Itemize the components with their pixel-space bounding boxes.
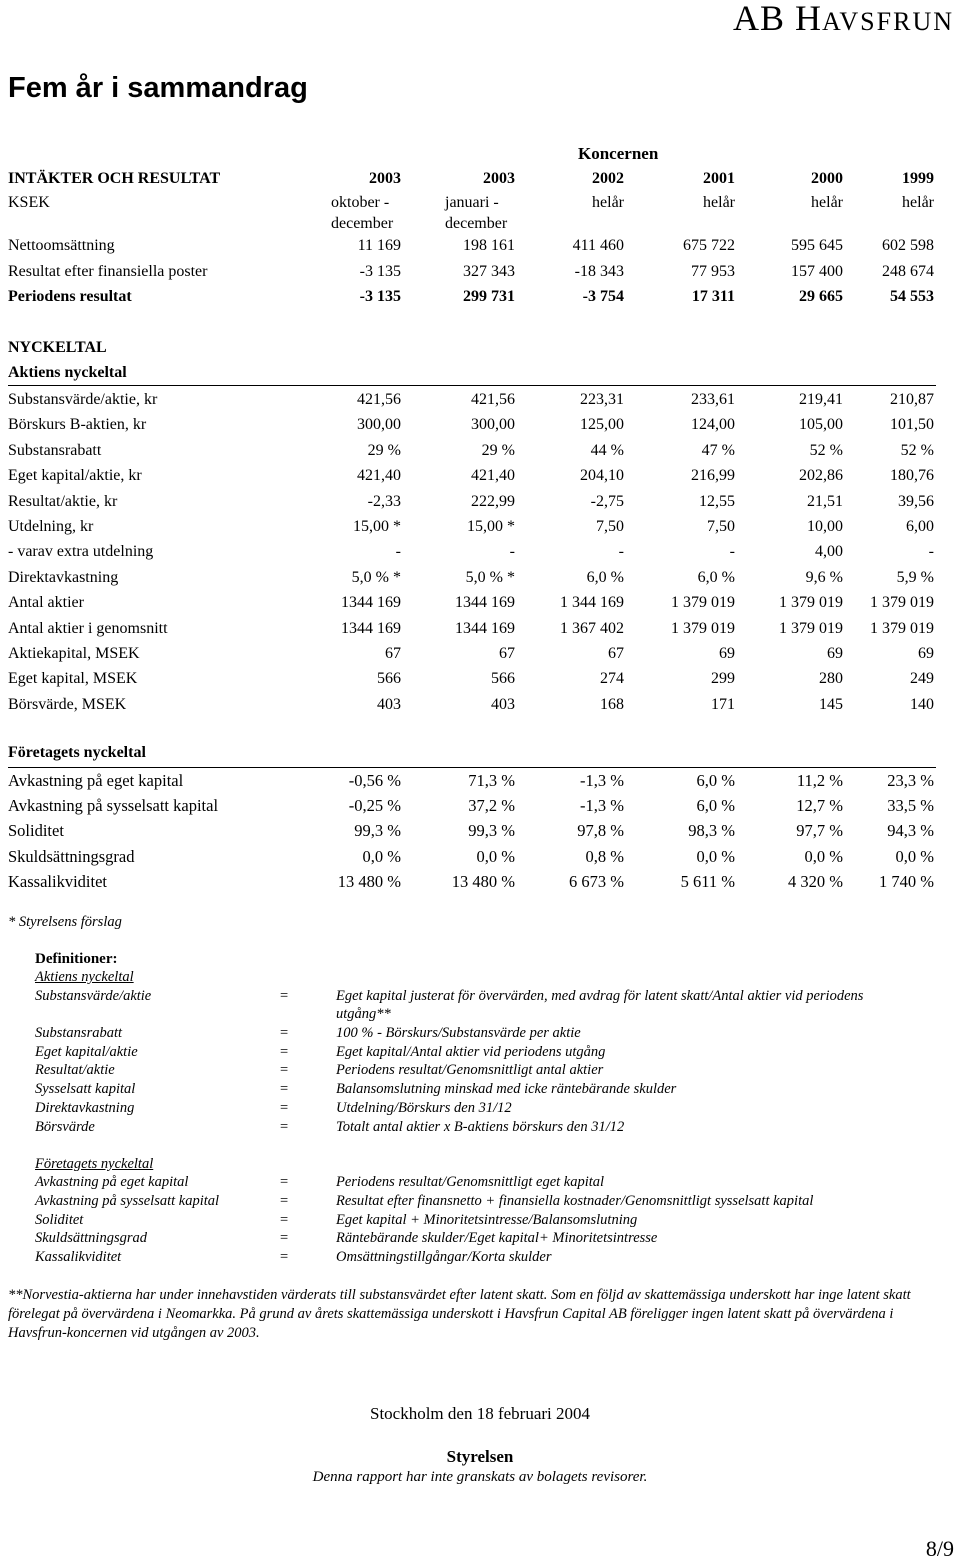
column-year: 1999 bbox=[902, 170, 934, 187]
definition-equals: = bbox=[280, 1118, 289, 1135]
row-value: 145 bbox=[819, 695, 843, 713]
row-value: 12,7 % bbox=[796, 796, 843, 816]
logo-rest: AVSFRUN bbox=[821, 7, 954, 36]
group-heading: Koncernen bbox=[578, 144, 659, 163]
row-label: - varav extra utdelning bbox=[8, 543, 154, 561]
definition-text-cont: utgång** bbox=[336, 1006, 391, 1022]
row-value: 1 379 019 bbox=[870, 619, 934, 637]
row-value: 5,0 % * bbox=[465, 568, 515, 586]
row-value: 105,00 bbox=[799, 416, 843, 434]
row-value: 6,0 % bbox=[696, 796, 735, 816]
definition-text: Omsättningstillgångar/Korta skulder bbox=[336, 1249, 552, 1266]
row-value: 168 bbox=[600, 695, 624, 713]
row-value: 421,40 bbox=[471, 467, 515, 485]
definition-term: Sysselsatt kapital bbox=[35, 1081, 136, 1098]
definition-text: Balansomslutning minskad med icke räntebärande skulder bbox=[336, 1081, 677, 1098]
row-value: 249 bbox=[910, 670, 934, 688]
row-label: Avkastning på eget kapital bbox=[8, 771, 184, 790]
row-value: 1 379 019 bbox=[779, 619, 843, 637]
row-value: 94,3 % bbox=[887, 821, 934, 841]
row-value: 69 bbox=[827, 645, 843, 662]
definition-equals: = bbox=[280, 988, 289, 1004]
definition-text: 100 % - Börskurs/Substansvärde per aktie bbox=[336, 1024, 581, 1041]
row-label: Resultat/aktie, kr bbox=[8, 492, 118, 510]
row-value: 6,00 bbox=[906, 518, 934, 535]
row-value: 71,3 % bbox=[468, 771, 515, 790]
row-label: Nettoomsättning bbox=[8, 237, 115, 254]
row-value: -1,3 % bbox=[580, 771, 624, 790]
row-value: 327 343 bbox=[463, 262, 515, 280]
row-value: 1344 169 bbox=[455, 619, 515, 637]
row-value: - bbox=[395, 543, 401, 561]
row-value: 11 169 bbox=[357, 237, 401, 254]
page-title: Fem år i sammandrag bbox=[8, 72, 308, 104]
page-number: 8/9 bbox=[925, 1536, 954, 1561]
row-value: -1,3 % bbox=[580, 796, 624, 816]
place-date: Stockholm den 18 februari 2004 bbox=[369, 1404, 590, 1423]
row-value: 52 % bbox=[900, 441, 934, 459]
row-value: 1 379 019 bbox=[779, 594, 843, 612]
keyfigures-heading: NYCKELTAL bbox=[8, 339, 107, 356]
row-value: -2,33 bbox=[367, 492, 401, 510]
row-value: 403 bbox=[491, 695, 515, 713]
row-value: 124,00 bbox=[691, 416, 735, 434]
row-value: 10,00 bbox=[807, 518, 843, 535]
row-value: 99,3 % bbox=[354, 821, 401, 841]
row-value: 566 bbox=[491, 670, 515, 688]
column-period: helår bbox=[592, 194, 624, 211]
row-value: 4 320 % bbox=[788, 871, 843, 891]
definition-equals: = bbox=[280, 1249, 289, 1266]
row-value: -0,25 % bbox=[348, 796, 401, 816]
row-label: Kassalikviditet bbox=[8, 871, 107, 891]
row-label: Börsvärde, MSEK bbox=[8, 695, 127, 713]
row-value: 1 379 019 bbox=[671, 619, 735, 637]
row-value: 299 bbox=[711, 670, 735, 688]
row-value: -3 754 bbox=[582, 288, 624, 305]
row-value: 52 % bbox=[809, 441, 843, 459]
row-label: Antal aktier i genomsnitt bbox=[8, 619, 168, 637]
row-value: 210,87 bbox=[890, 391, 934, 408]
audit-note: Denna rapport har inte granskats av bolagets revisorer. bbox=[312, 1469, 648, 1485]
definition-text: Eget kapital/Antal aktier vid periodens utgång bbox=[336, 1043, 606, 1060]
row-value: 1344 169 bbox=[341, 594, 401, 612]
definition-text: Eget kapital + Minoritetsintresse/Balansomslutning bbox=[336, 1211, 638, 1228]
row-value: 421,56 bbox=[357, 391, 401, 408]
logo-h: H bbox=[794, 0, 822, 38]
divider bbox=[8, 385, 936, 386]
definition-equals: = bbox=[280, 1081, 289, 1098]
definitions-heading: Definitioner: bbox=[35, 951, 118, 967]
row-label: Aktiekapital, MSEK bbox=[8, 645, 140, 662]
row-label: Periodens resultat bbox=[8, 288, 132, 305]
row-value: 7,50 bbox=[707, 518, 735, 535]
row-value: 5 611 % bbox=[680, 871, 735, 891]
row-value: 411 460 bbox=[572, 237, 624, 254]
row-value: - bbox=[928, 543, 934, 561]
row-value: 171 bbox=[711, 695, 735, 713]
share-keyfigures-heading: Aktiens nyckeltal bbox=[8, 364, 127, 381]
divider bbox=[8, 767, 936, 768]
row-value: 274 bbox=[600, 670, 624, 688]
column-period: oktober - bbox=[331, 194, 390, 211]
definition-text: Resultat efter finansnetto + finansiella kostnader/Genomsnittligt sysselsatt kapital bbox=[336, 1192, 814, 1209]
row-value: 67 bbox=[385, 645, 401, 662]
definition-term: Substansrabatt bbox=[35, 1024, 123, 1041]
logo-ab: AB bbox=[732, 0, 785, 38]
row-label: Eget kapital/aktie, kr bbox=[8, 467, 142, 485]
definition-text: Räntebärande skulder/Eget kapital+ Minoritetsintresse bbox=[336, 1230, 658, 1247]
row-value: 15,00 * bbox=[353, 518, 401, 535]
row-value: 0,0 % bbox=[804, 846, 843, 866]
column-year: 2003 bbox=[483, 170, 515, 187]
row-value: 233,61 bbox=[691, 391, 735, 408]
definition-text: Eget kapital justerat för övervärden, med avdrag för latent skatt/Antal aktier vid periodens bbox=[336, 988, 864, 1004]
currency-label: KSEK bbox=[8, 194, 50, 211]
row-label: Resultat efter finansiella poster bbox=[8, 262, 208, 280]
row-value: 5,9 % bbox=[896, 568, 934, 586]
definition-equals: = bbox=[280, 1192, 289, 1209]
row-value: 1 379 019 bbox=[671, 594, 735, 612]
column-period: helår bbox=[703, 194, 735, 211]
row-value: 67 bbox=[499, 645, 515, 662]
row-value: 29 % bbox=[367, 441, 401, 459]
company-logo bbox=[733, 0, 954, 36]
row-value: 216,99 bbox=[691, 467, 735, 485]
row-value: - bbox=[509, 543, 515, 561]
definition-text: Periodens resultat/Genomsnittligt antal aktier bbox=[336, 1062, 604, 1079]
row-value: -3 135 bbox=[359, 288, 401, 305]
row-value: 5,0 % * bbox=[351, 568, 401, 586]
row-value: 21,51 bbox=[807, 492, 843, 510]
row-value: 0,0 % bbox=[362, 846, 401, 866]
row-value: 1344 169 bbox=[341, 619, 401, 637]
column-year: 2000 bbox=[811, 170, 843, 187]
row-value: 125,00 bbox=[580, 416, 624, 434]
row-value: 1 379 019 bbox=[870, 594, 934, 612]
row-value: 222,99 bbox=[471, 492, 515, 510]
row-value: 15,00 * bbox=[467, 518, 515, 535]
row-value: 29 % bbox=[481, 441, 515, 459]
row-label: Substansvärde/aktie, kr bbox=[8, 391, 158, 408]
row-value: -18 343 bbox=[574, 262, 624, 280]
definition-equals: = bbox=[280, 1043, 289, 1060]
row-value: 33,5 % bbox=[887, 796, 934, 816]
row-label: Skuldsättningsgrad bbox=[8, 846, 135, 866]
row-value: 44 % bbox=[590, 441, 624, 459]
column-period: januari - bbox=[445, 194, 499, 211]
row-value: 11,2 % bbox=[796, 771, 843, 790]
row-value: 6,0 % bbox=[586, 568, 624, 586]
row-value: 0,0 % bbox=[895, 846, 934, 866]
row-value: 300,00 bbox=[471, 416, 515, 434]
row-value: 1 367 402 bbox=[560, 619, 624, 637]
row-label: Substansrabatt bbox=[8, 441, 102, 459]
definition-equals: = bbox=[280, 1100, 289, 1116]
definition-equals: = bbox=[280, 1230, 289, 1247]
definition-term: Substansvärde/aktie bbox=[35, 988, 152, 1004]
income-heading: INTÄKTER OCH RESULTAT bbox=[8, 170, 221, 187]
definition-term: Avkastning på sysselsatt kapital bbox=[35, 1192, 220, 1209]
definition-term: Direktavkastning bbox=[35, 1100, 135, 1116]
row-value: 99,3 % bbox=[468, 821, 515, 841]
row-value: 280 bbox=[819, 670, 843, 688]
row-value: 6 673 % bbox=[569, 871, 624, 891]
row-value: 299 731 bbox=[463, 288, 515, 305]
row-value: - bbox=[729, 543, 735, 561]
row-value: 300,00 bbox=[357, 416, 401, 434]
definition-term: Kassalikviditet bbox=[35, 1249, 122, 1266]
row-value: 421,40 bbox=[357, 467, 401, 485]
row-label: Utdelning, kr bbox=[8, 518, 94, 535]
row-value: 204,10 bbox=[580, 467, 624, 485]
row-value: 6,0 % bbox=[696, 771, 735, 790]
row-value: 0,0 % bbox=[476, 846, 515, 866]
row-value: 403 bbox=[377, 695, 401, 713]
row-label: Antal aktier bbox=[8, 594, 84, 612]
row-label: Direktavkastning bbox=[8, 568, 119, 586]
definition-text: Totalt antal aktier x B-aktiens börskurs den 31/12 bbox=[336, 1118, 625, 1135]
definition-term: Soliditet bbox=[35, 1211, 84, 1228]
row-value: 97,7 % bbox=[796, 821, 843, 841]
row-value: 29 665 bbox=[799, 288, 843, 305]
row-value: 69 bbox=[918, 645, 934, 662]
row-value: -0,56 % bbox=[348, 771, 401, 790]
row-value: 595 645 bbox=[791, 237, 843, 254]
row-value: 97,8 % bbox=[577, 821, 624, 841]
row-value: 180,76 bbox=[890, 467, 934, 485]
definition-equals: = bbox=[280, 1211, 289, 1228]
row-label: Avkastning på sysselsatt kapital bbox=[8, 796, 219, 816]
row-value: 98,3 % bbox=[688, 821, 735, 841]
row-value: 140 bbox=[910, 695, 934, 713]
definition-text: Utdelning/Börskurs den 31/12 bbox=[336, 1100, 512, 1116]
definition-equals: = bbox=[280, 1062, 289, 1079]
row-value: 602 598 bbox=[882, 237, 934, 254]
row-value: 223,31 bbox=[580, 391, 624, 408]
row-value: 1344 169 bbox=[455, 594, 515, 612]
column-period: helår bbox=[902, 194, 934, 211]
row-value: 54 553 bbox=[890, 288, 934, 305]
definitions-company-heading: Företagets nyckeltal bbox=[35, 1156, 154, 1172]
board-signature: Styrelsen bbox=[446, 1447, 514, 1466]
row-value: 421,56 bbox=[471, 391, 515, 408]
row-value: 77 953 bbox=[691, 262, 735, 280]
row-value: 17 311 bbox=[691, 288, 735, 305]
definition-equals: = bbox=[280, 1174, 289, 1190]
column-year: 2003 bbox=[369, 170, 401, 187]
definition-text: Periodens resultat/Genomsnittligt eget kapital bbox=[336, 1174, 605, 1190]
definition-term: Avkastning på eget kapital bbox=[35, 1174, 189, 1190]
board-proposal-footnote: * Styrelsens förslag bbox=[8, 914, 122, 930]
row-value: 202,86 bbox=[799, 467, 843, 485]
row-value: 157 400 bbox=[791, 262, 843, 280]
row-value: 23,3 % bbox=[887, 771, 934, 790]
row-value: 0,8 % bbox=[585, 846, 624, 866]
column-period-cont: december bbox=[331, 215, 394, 232]
row-value: 1 344 169 bbox=[560, 594, 624, 612]
company-keyfigures-heading: Företagets nyckeltal bbox=[8, 744, 146, 761]
row-value: -2,75 bbox=[590, 492, 624, 510]
column-year: 2001 bbox=[703, 170, 735, 187]
definition-term: Börsvärde bbox=[35, 1118, 95, 1135]
row-value: 67 bbox=[608, 645, 624, 662]
row-label: Börskurs B-aktien, kr bbox=[8, 416, 147, 434]
row-label: Eget kapital, MSEK bbox=[8, 670, 138, 688]
row-label: Soliditet bbox=[8, 821, 64, 841]
definitions-share-heading: Aktiens nyckeltal bbox=[35, 969, 134, 985]
row-value: 69 bbox=[719, 645, 735, 662]
row-value: 219,41 bbox=[799, 391, 843, 408]
row-value: 39,56 bbox=[898, 492, 934, 510]
row-value: 675 722 bbox=[683, 237, 735, 254]
row-value: 6,0 % bbox=[697, 568, 735, 586]
definition-term: Resultat/aktie bbox=[35, 1062, 115, 1079]
row-value: 566 bbox=[377, 670, 401, 688]
row-value: 4,00 bbox=[815, 543, 843, 561]
row-value: 7,50 bbox=[596, 518, 624, 535]
row-value: 12,55 bbox=[699, 492, 735, 510]
row-value: 37,2 % bbox=[468, 796, 515, 816]
row-value: - bbox=[618, 543, 624, 561]
row-value: 198 161 bbox=[463, 237, 515, 254]
row-value: 47 % bbox=[701, 441, 735, 459]
row-value: 1 740 % bbox=[879, 871, 934, 891]
definition-equals: = bbox=[280, 1024, 289, 1041]
row-value: 248 674 bbox=[882, 262, 934, 280]
row-value: 9,6 % bbox=[805, 568, 843, 586]
row-value: -3 135 bbox=[359, 262, 401, 280]
row-value: 0,0 % bbox=[696, 846, 735, 866]
column-period-cont: december bbox=[445, 215, 508, 232]
row-value: 13 480 % bbox=[451, 871, 515, 891]
definition-term: Eget kapital/aktie bbox=[35, 1043, 138, 1060]
column-period: helår bbox=[811, 194, 843, 211]
definition-term: Skuldsättningsgrad bbox=[35, 1230, 147, 1247]
row-value: 101,50 bbox=[890, 416, 934, 434]
column-year: 2002 bbox=[592, 170, 624, 187]
norvestia-note: **Norvestia-aktierna har under innehavstiden värderats till substansvärdet efter latent skatt. Som en följd av skattemässiga underskott har inge latent skatt förelegat på övervärdena i Neomarkka. På grund av årets skattemässiga underskott i Havsfrun Capital AB föreligger ingen latent skatt på övervärdena i Havsfrun-koncernen vid utgången av 2003. bbox=[8, 1287, 911, 1341]
row-value: 13 480 % bbox=[337, 871, 401, 891]
